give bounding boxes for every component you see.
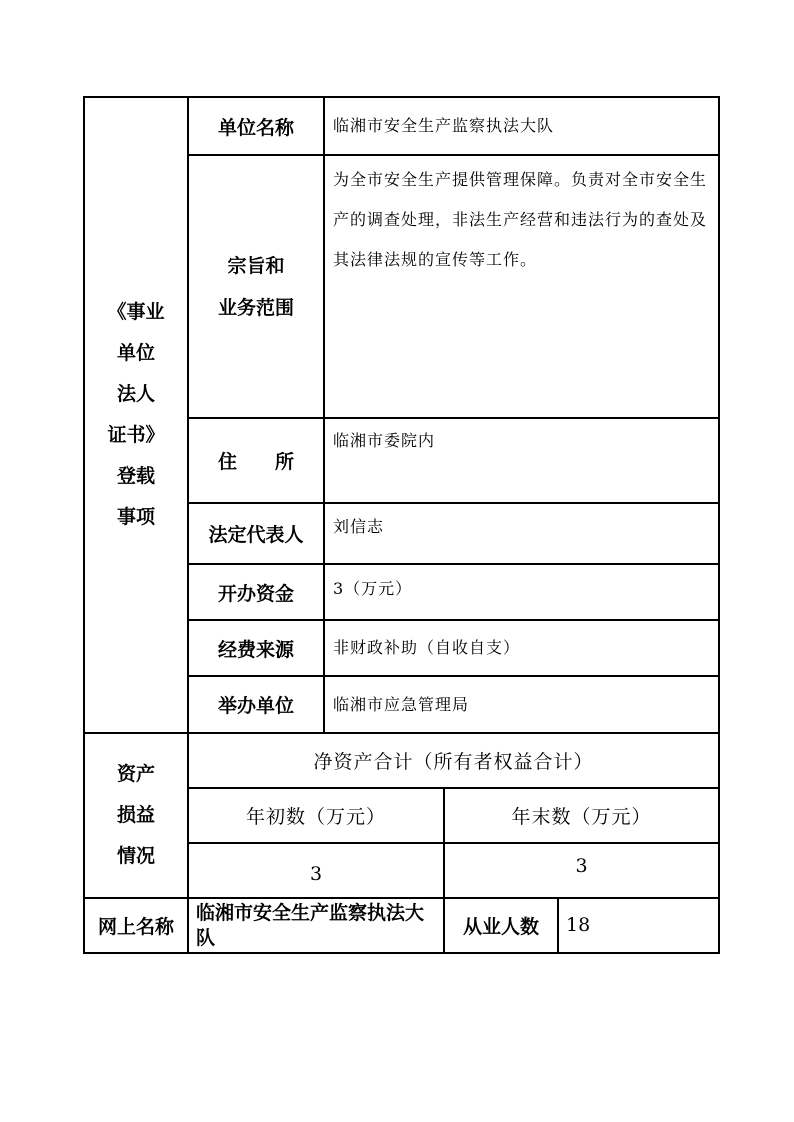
address-label: 住 所 [217,451,294,473]
unit-name-label: 单位名称 [217,116,294,139]
registration-title-line: 单位 [116,342,155,364]
address-value: 临湘市委院内 [333,431,436,450]
net-assets-header: 净资产合计（所有者权益合计） [313,751,594,773]
employees-label: 从业人数 [462,916,539,938]
grid-line [718,96,720,954]
begin-of-year-label: 年初数（万元） [245,806,386,828]
assets-title-line: 资产 [116,763,155,785]
funding-source-label: 经费来源 [217,638,294,661]
online-name-value: 临湘市安全生产监察执法大队 [196,902,425,949]
legal-representative-value: 刘信志 [333,517,385,536]
grid-line [83,952,720,954]
legal-representative-label: 法定代表人 [208,524,304,546]
assets-title-line: 损益 [116,804,155,826]
unit-name-value: 临湘市安全生产监察执法大队 [333,116,555,135]
online-name-label: 网上名称 [97,916,174,938]
sponsor-unit-value: 临湘市应急管理局 [333,695,470,714]
grid-line [323,96,325,734]
registration-section-title [85,98,187,732]
purpose-scope-value: 为全市安全生产提供管理保障。负责对全市安全生产的调查处理，非法生产经营和违法行为的查处及其法律法规的宣传等工作。 [333,170,708,269]
funding-source-value: 非财政补助（自收自支） [333,638,521,657]
registration-title-line: 《事业 [107,301,165,323]
registered-capital-label: 开办资金 [217,582,294,605]
end-of-year-label: 年末数（万元） [511,806,652,828]
registration-title-line: 登载 [116,465,155,487]
assets-title-line: 情况 [116,845,155,867]
registered-capital-value: 3（万元） [333,579,413,598]
grid-line [557,897,559,954]
purpose-scope-label-line: 宗旨和 [227,254,285,277]
sponsor-unit-label: 举办单位 [217,695,294,717]
registration-title-line: 法人 [116,383,155,405]
assets-section-title [85,734,187,897]
employees-value: 18 [566,914,591,936]
registration-title-line: 事项 [116,506,155,528]
begin-of-year-value: 3 [309,862,323,885]
purpose-scope-label-line: 业务范围 [217,296,294,319]
registration-title-line: 证书》 [107,424,165,446]
end-of-year-value: 3 [575,855,588,877]
purpose-scope-label [189,156,323,417]
